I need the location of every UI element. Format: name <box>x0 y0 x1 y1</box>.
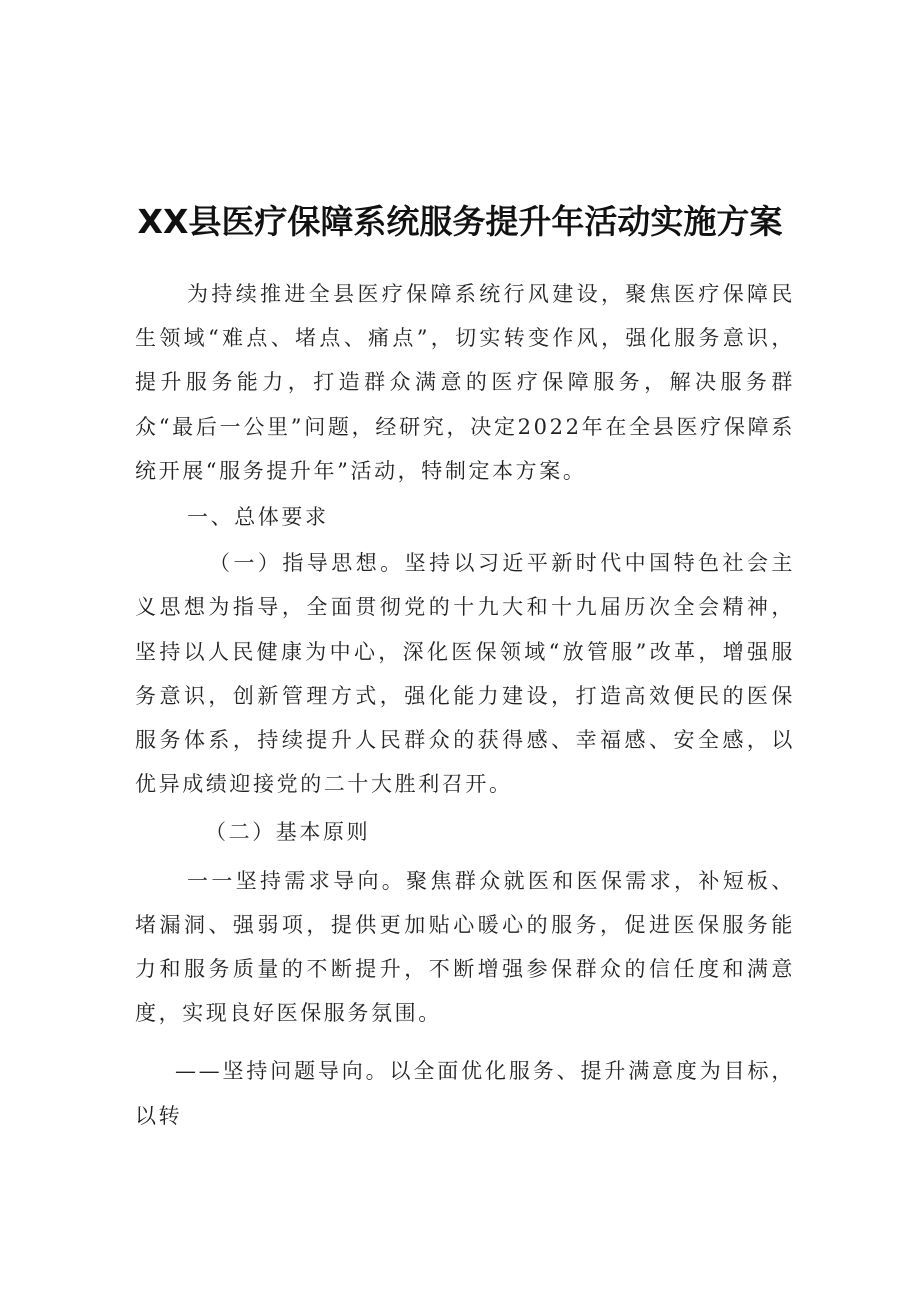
guiding-thought-paragraph: （一）指导思想。坚持以习近平新时代中国特色社会主义思想为指导，全面贯彻党的十九大和十九届历次全会精神，坚持以人民健康为中心，深化医保领域“放管服”改革，增强服务意识，创新管理方式，强化能力建设，打造高效便民的医保服务体系，持续提升人民群众的获得感、幸福感、安全感，以优异成绩迎接党的二十大胜利召开。 <box>135 551 795 797</box>
principle-problem-oriented-paragraph: ——坚持问题导向。以全面优化服务、提升满意度为目标，以转 <box>135 1059 795 1128</box>
document-body <box>135 272 795 1138</box>
section-heading-general-requirements: 一、总体要求 <box>187 505 329 530</box>
intro-paragraph: 为持续推进全县医疗保障系统行风建设，聚焦医疗保障民生领域“难点、堵点、痛点”，切实转变作风，强化服务意识，提升服务能力，打造群众满意的医疗保障服务，解决服务群众“最后一公里”问题，经研究，决定2022年在全县医疗保障系统开展“服务提升年”活动，特制定本方案。 <box>135 282 795 483</box>
subsection-heading-basic-principles: （二）基本原则 <box>205 820 371 845</box>
principle-demand-oriented-paragraph: 一一坚持需求导向。聚焦群众就医和医保需求，补短板、堵漏洞、强弱项，提供更加贴心暖心的服务，促进医保服务能力和服务质量的不断提升，不断增强参保群众的信任度和满意度，实现良好医保服务氛围。 <box>135 868 795 1026</box>
document-title: XX县医疗保障系统服务提升年活动实施方案 <box>137 202 783 242</box>
